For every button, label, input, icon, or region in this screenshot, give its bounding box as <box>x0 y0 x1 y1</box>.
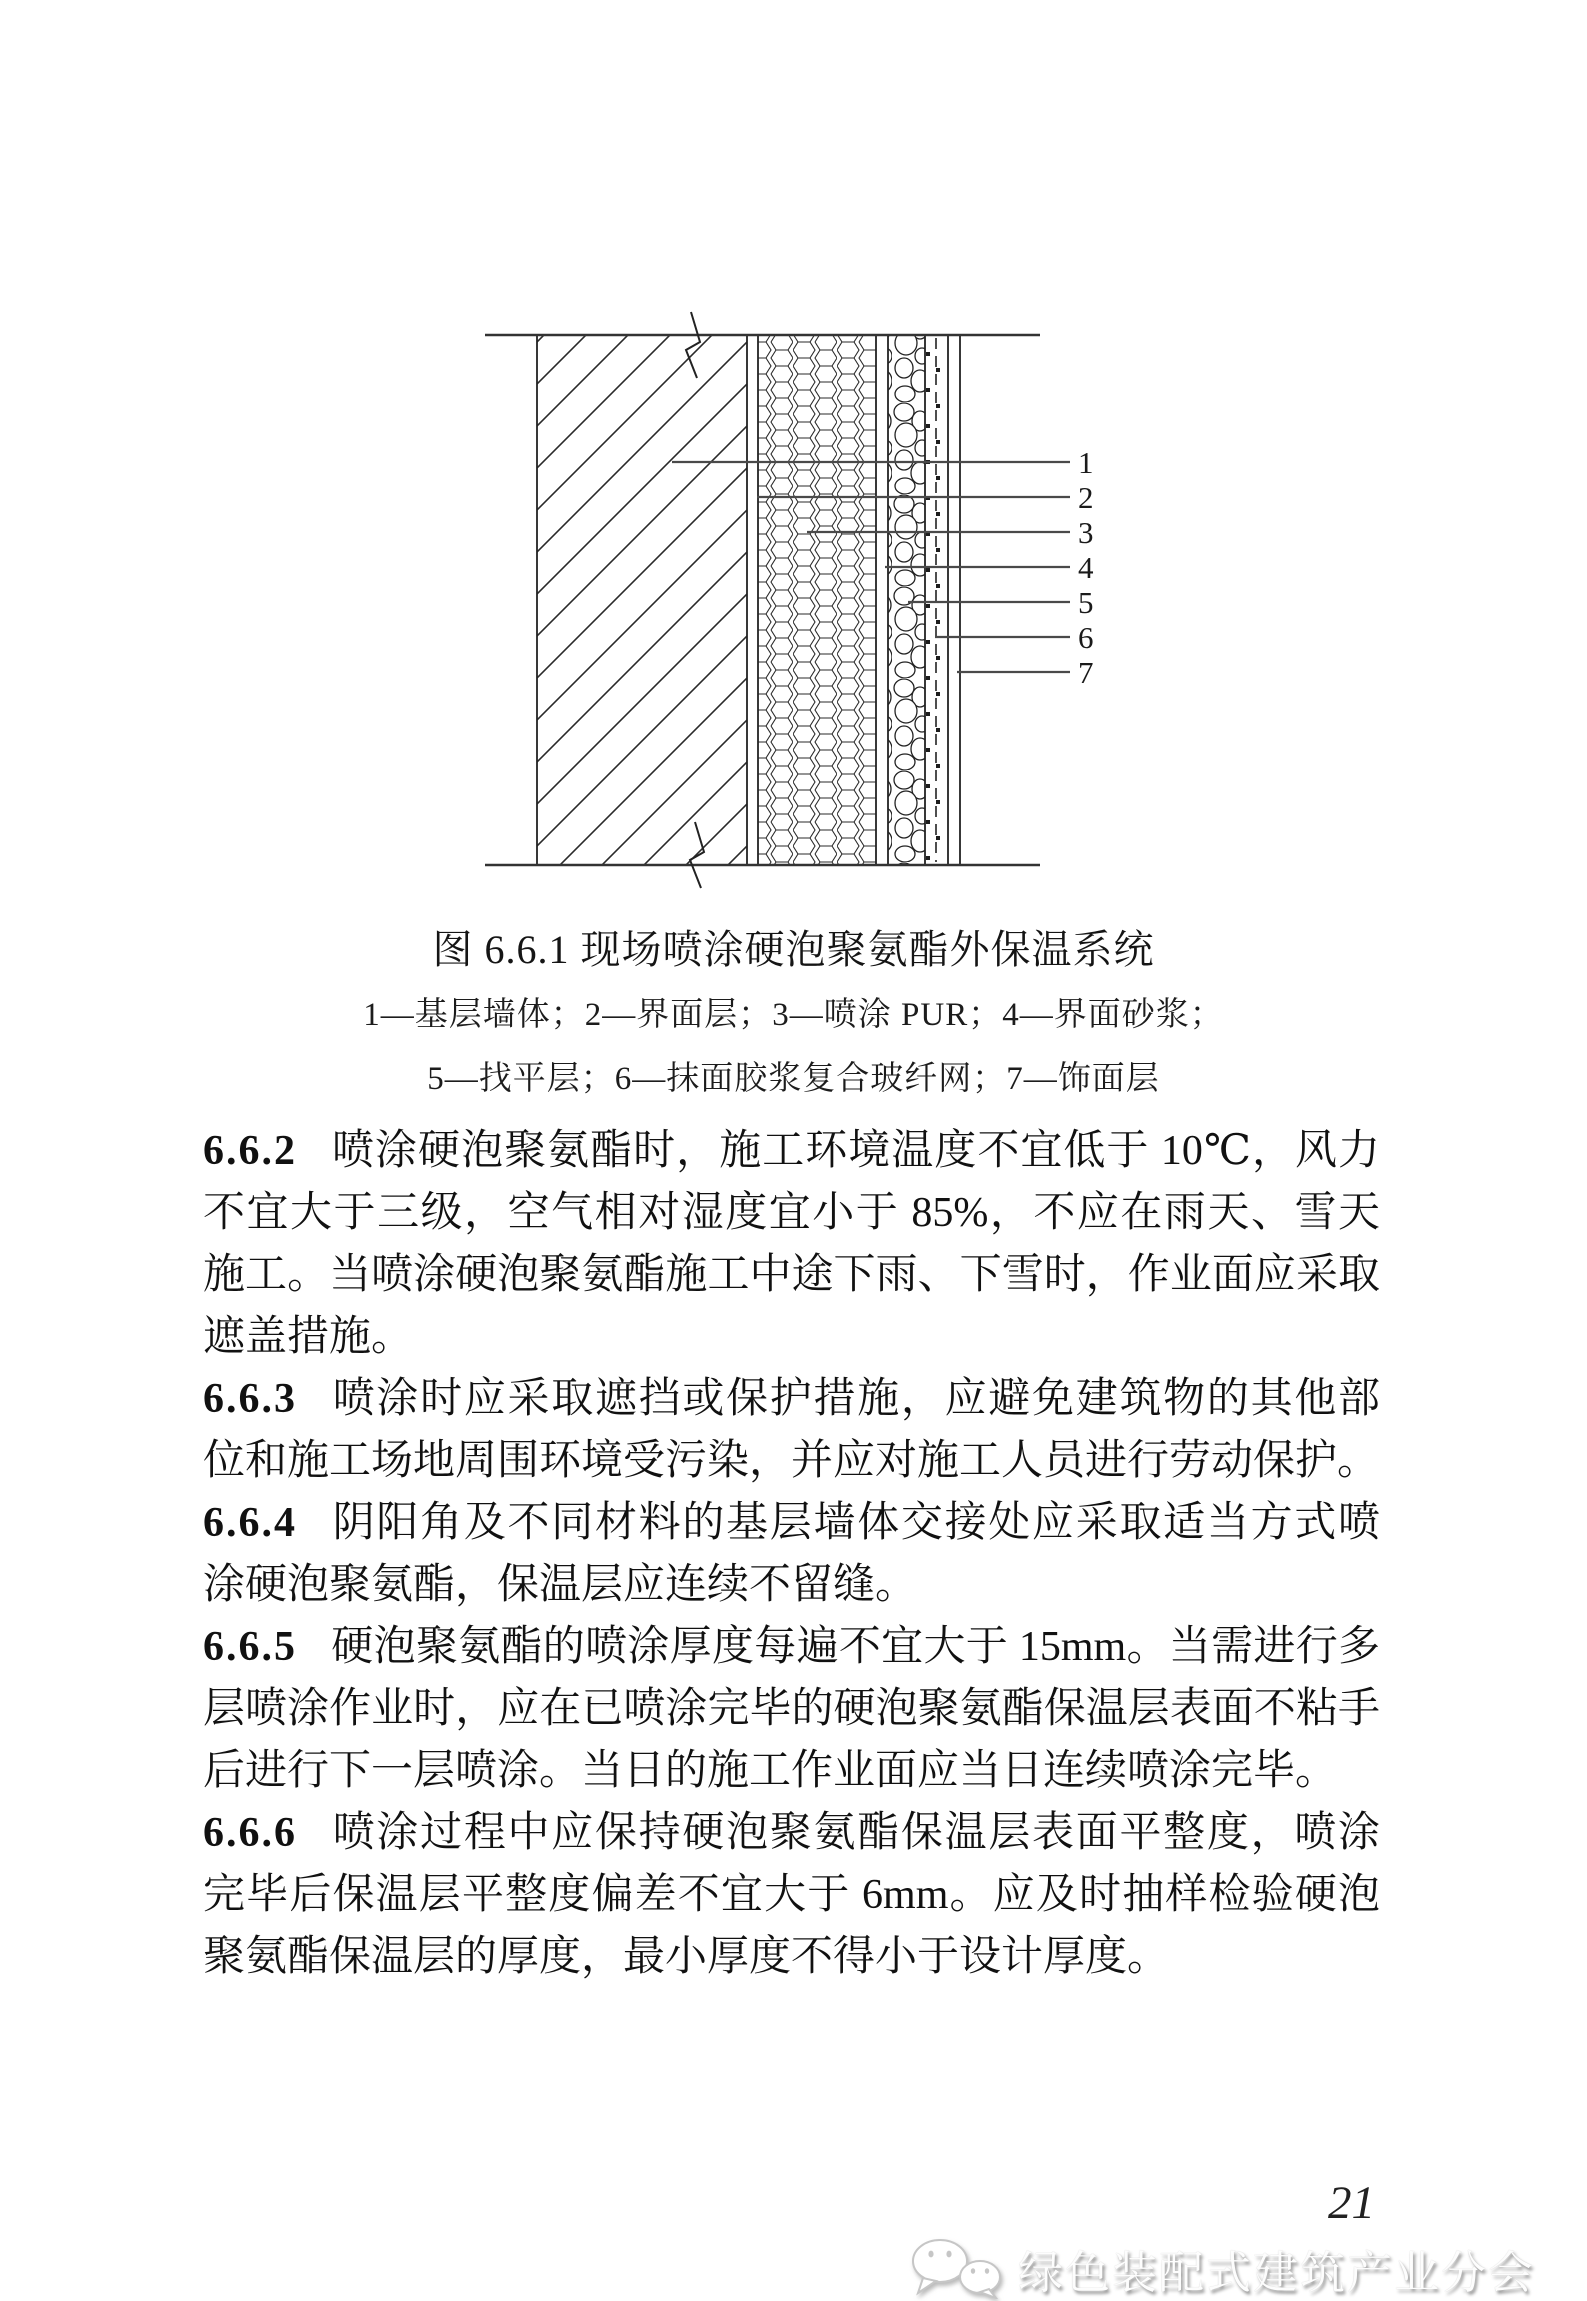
clauses <box>203 1120 1380 1988</box>
brand-text: 绿色装配式建筑产业分会 <box>1017 2246 1535 2298</box>
layer-label-7: 7 <box>1078 655 1094 690</box>
figure-legend-line1: 1—基层墙体；2—界面层；3—喷涂 PUR；4—界面砂浆； <box>363 997 1224 1033</box>
layer-label-5: 5 <box>1078 585 1094 620</box>
layer-label-2: 2 <box>1078 480 1094 515</box>
clause-664 <box>203 1492 1380 1616</box>
layer-label-6: 6 <box>1078 620 1094 655</box>
clause-number: 6.6.3 <box>203 1376 297 1422</box>
layer-label-3: 3 <box>1078 515 1094 550</box>
clause-665 <box>203 1616 1380 1802</box>
clause-662 <box>203 1120 1380 1368</box>
clause-text: 喷涂过程中应保持硬泡聚氨酯保温层表面平整度，喷涂完毕后保温层平整度偏差不宜大于 6mm。应及时抽样检验硬泡聚氨酯保温层的厚度，最小厚度不得小于设计厚度。 <box>203 1810 1380 1980</box>
clause-text: 喷涂时应采取遮挡或保护措施，应避免建筑物的其他部位和施工场地周围环境受污染，并应对施工人员进行劳动保护。 <box>203 1376 1380 1484</box>
clause-text: 喷涂硬泡聚氨酯时，施工环境温度不宜低于 10℃，风力不宜大于三级，空气相对湿度宜小于 85%，不应在雨天、雪天施工。当喷涂硬泡聚氨酯施工中途下雨、下雪时，作业面应采取遮盖措施。 <box>203 1128 1380 1360</box>
wall-section-diagram <box>485 310 1105 890</box>
layer-label-1: 1 <box>1078 445 1094 480</box>
clause-number: 6.6.5 <box>203 1624 297 1670</box>
figure-caption: 图 6.6.1 现场喷涂硬泡聚氨酯外保温系统 <box>432 927 1155 972</box>
layer-base-wall <box>537 335 747 865</box>
clause-number: 6.6.2 <box>203 1128 297 1174</box>
clause-number: 6.6.6 <box>203 1810 297 1856</box>
page-number: 21 <box>1328 2177 1375 2229</box>
clause-663 <box>203 1368 1380 1492</box>
layer-label-4: 4 <box>1078 550 1094 585</box>
figure-legend-line2: 5—找平层；6—抹面胶浆复合玻纤网；7—饰面层 <box>427 1061 1160 1097</box>
clause-666 <box>203 1802 1380 1988</box>
clause-text: 阴阳角及不同材料的基层墙体交接处应采取适当方式喷涂硬泡聚氨酯，保温层应连续不留缝。 <box>203 1500 1380 1608</box>
layer-leveling <box>888 335 925 865</box>
layer-spray-pur <box>758 335 876 865</box>
wechat-icon <box>910 2237 1006 2299</box>
clause-number: 6.6.4 <box>203 1500 297 1546</box>
clause-text: 硬泡聚氨酯的喷涂厚度每遍不宜大于 15mm。当需进行多层喷涂作业时，应在已喷涂完毕的硬泡聚氨酯保温层表面不粘手后进行下一层喷涂。当日的施工作业面应当日连续喷涂完毕。 <box>203 1624 1380 1794</box>
footer-brand <box>910 2236 1535 2300</box>
